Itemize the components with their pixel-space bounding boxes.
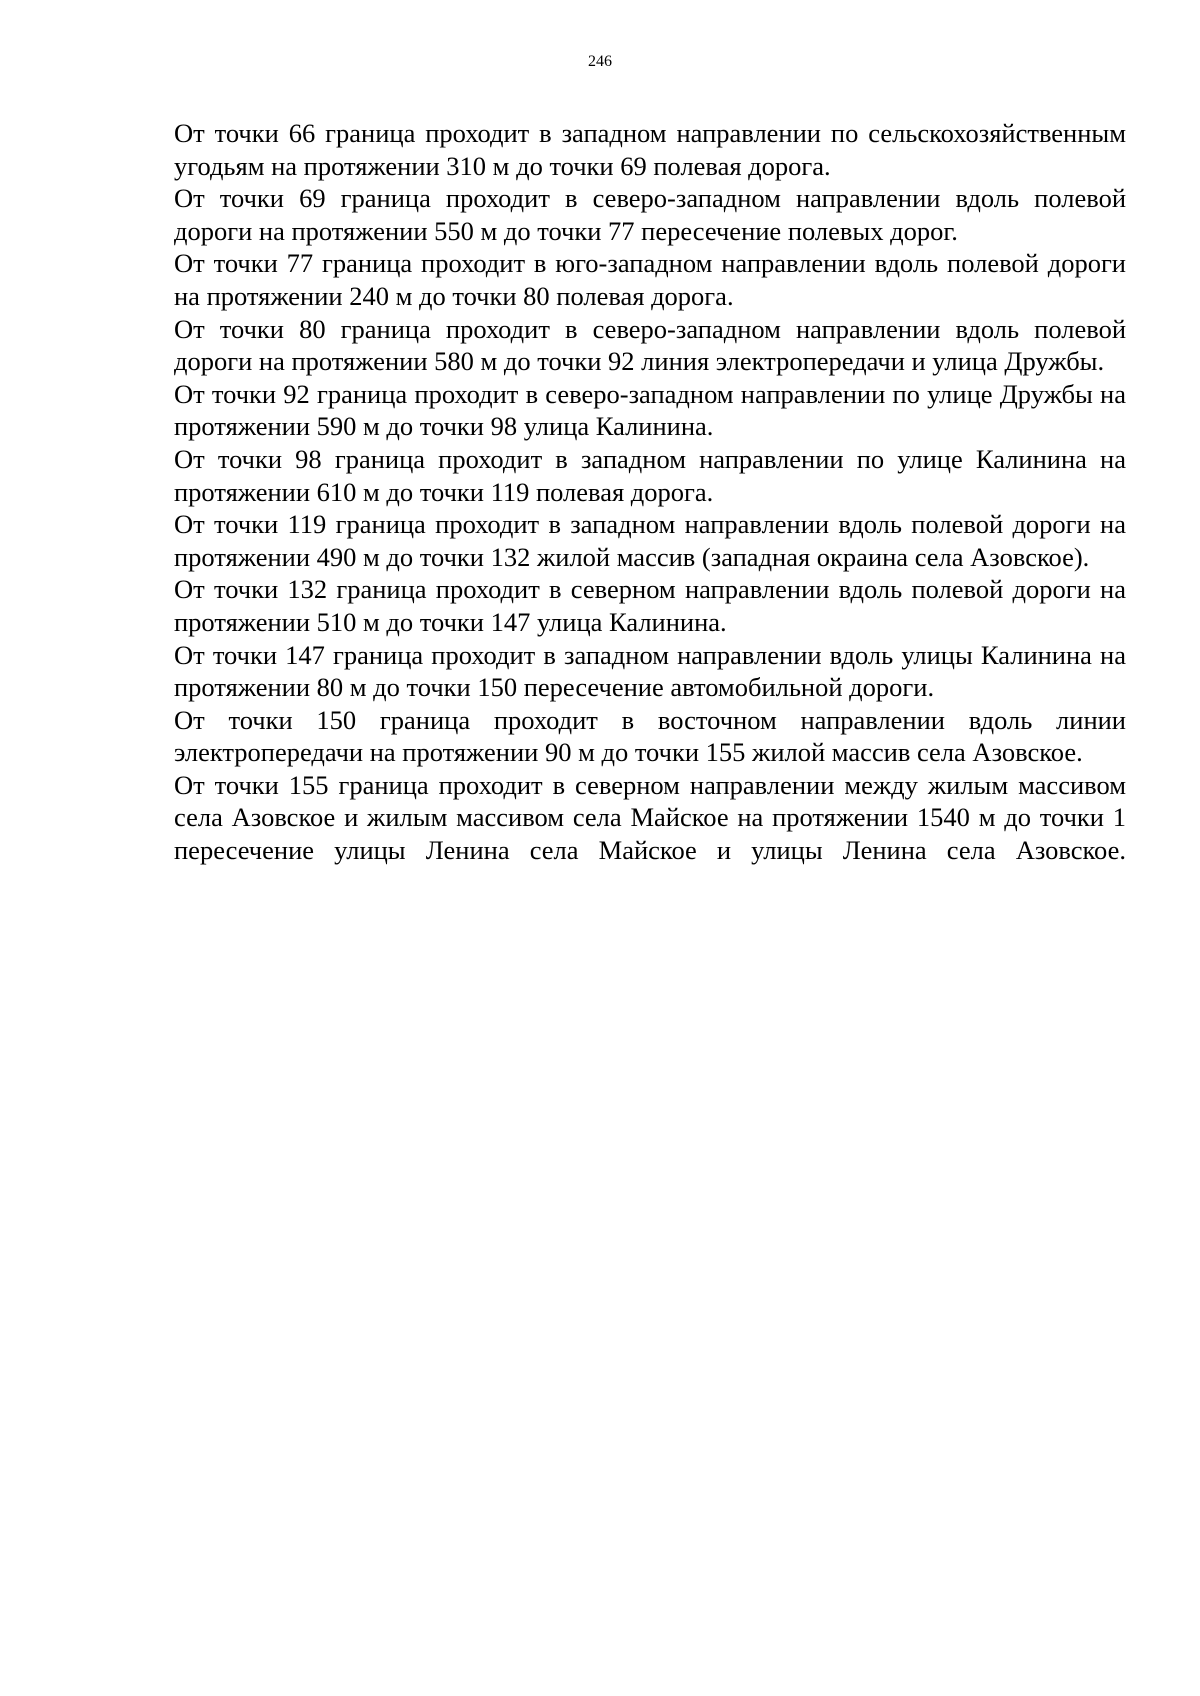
paragraph-3: От точки 77 граница проходит в юго-западном направлении вдоль полевой дороги на протяжении 240 м до точки 80 полевая дорога. <box>174 248 1126 311</box>
paragraph-11: От точки 155 граница проходит в северном направлении между жилым массивом села Азовское и жилым массивом села Майское на протяжении 1540 м до точки 1 пересечение улицы Ленина села Майское и улицы Ленина села Азовское. <box>174 769 1126 866</box>
document-body <box>174 117 1126 867</box>
paragraph-4: От точки 80 граница проходит в северо-западном направлении вдоль полевой дороги на протяжении 580 м до точки 92 линия электропередачи и улица Дружбы. <box>174 313 1126 377</box>
paragraph-2: От точки 69 граница проходит в северо-западном направлении вдоль полевой дороги на протяжении 550 м до точки 77 пересечение полевых дорог. <box>174 183 1126 246</box>
paragraph-6: От точки 98 граница проходит в западном направлении по улице Калинина на протяжении 610 м до точки 119 полевая дорога. <box>174 443 1126 507</box>
paragraph-1: От точки 66 граница проходит в западном направлении по сельскохозяйственным угодьям на протяжении 310 м до точки 69 полевая дорога. <box>174 118 1126 181</box>
paragraph-10: От точки 150 граница проходит в восточном направлении вдоль линии электропередачи на протяжении 90 м до точки 155 жилой массив села Азовское. <box>174 704 1126 768</box>
paragraph-5: От точки 92 граница проходит в северо-западном направлении по улице Дружбы на протяжении 590 м до точки 98 улица Калинина. <box>174 378 1126 442</box>
paragraph-8: От точки 132 граница проходит в северном направлении вдоль полевой дороги на протяжении 510 м до точки 147 улица Калинина. <box>174 574 1126 637</box>
page-number: 246 <box>588 53 612 70</box>
paragraph-9: От точки 147 граница проходит в западном направлении вдоль улицы Калинина на протяжении 80 м до точки 150 пересечение автомобильной дороги. <box>174 639 1126 703</box>
paragraph-7: От точки 119 граница проходит в западном направлении вдоль полевой дороги на протяжении 490 м до точки 132 жилой массив (западная окраина села Азовское). <box>174 509 1126 572</box>
